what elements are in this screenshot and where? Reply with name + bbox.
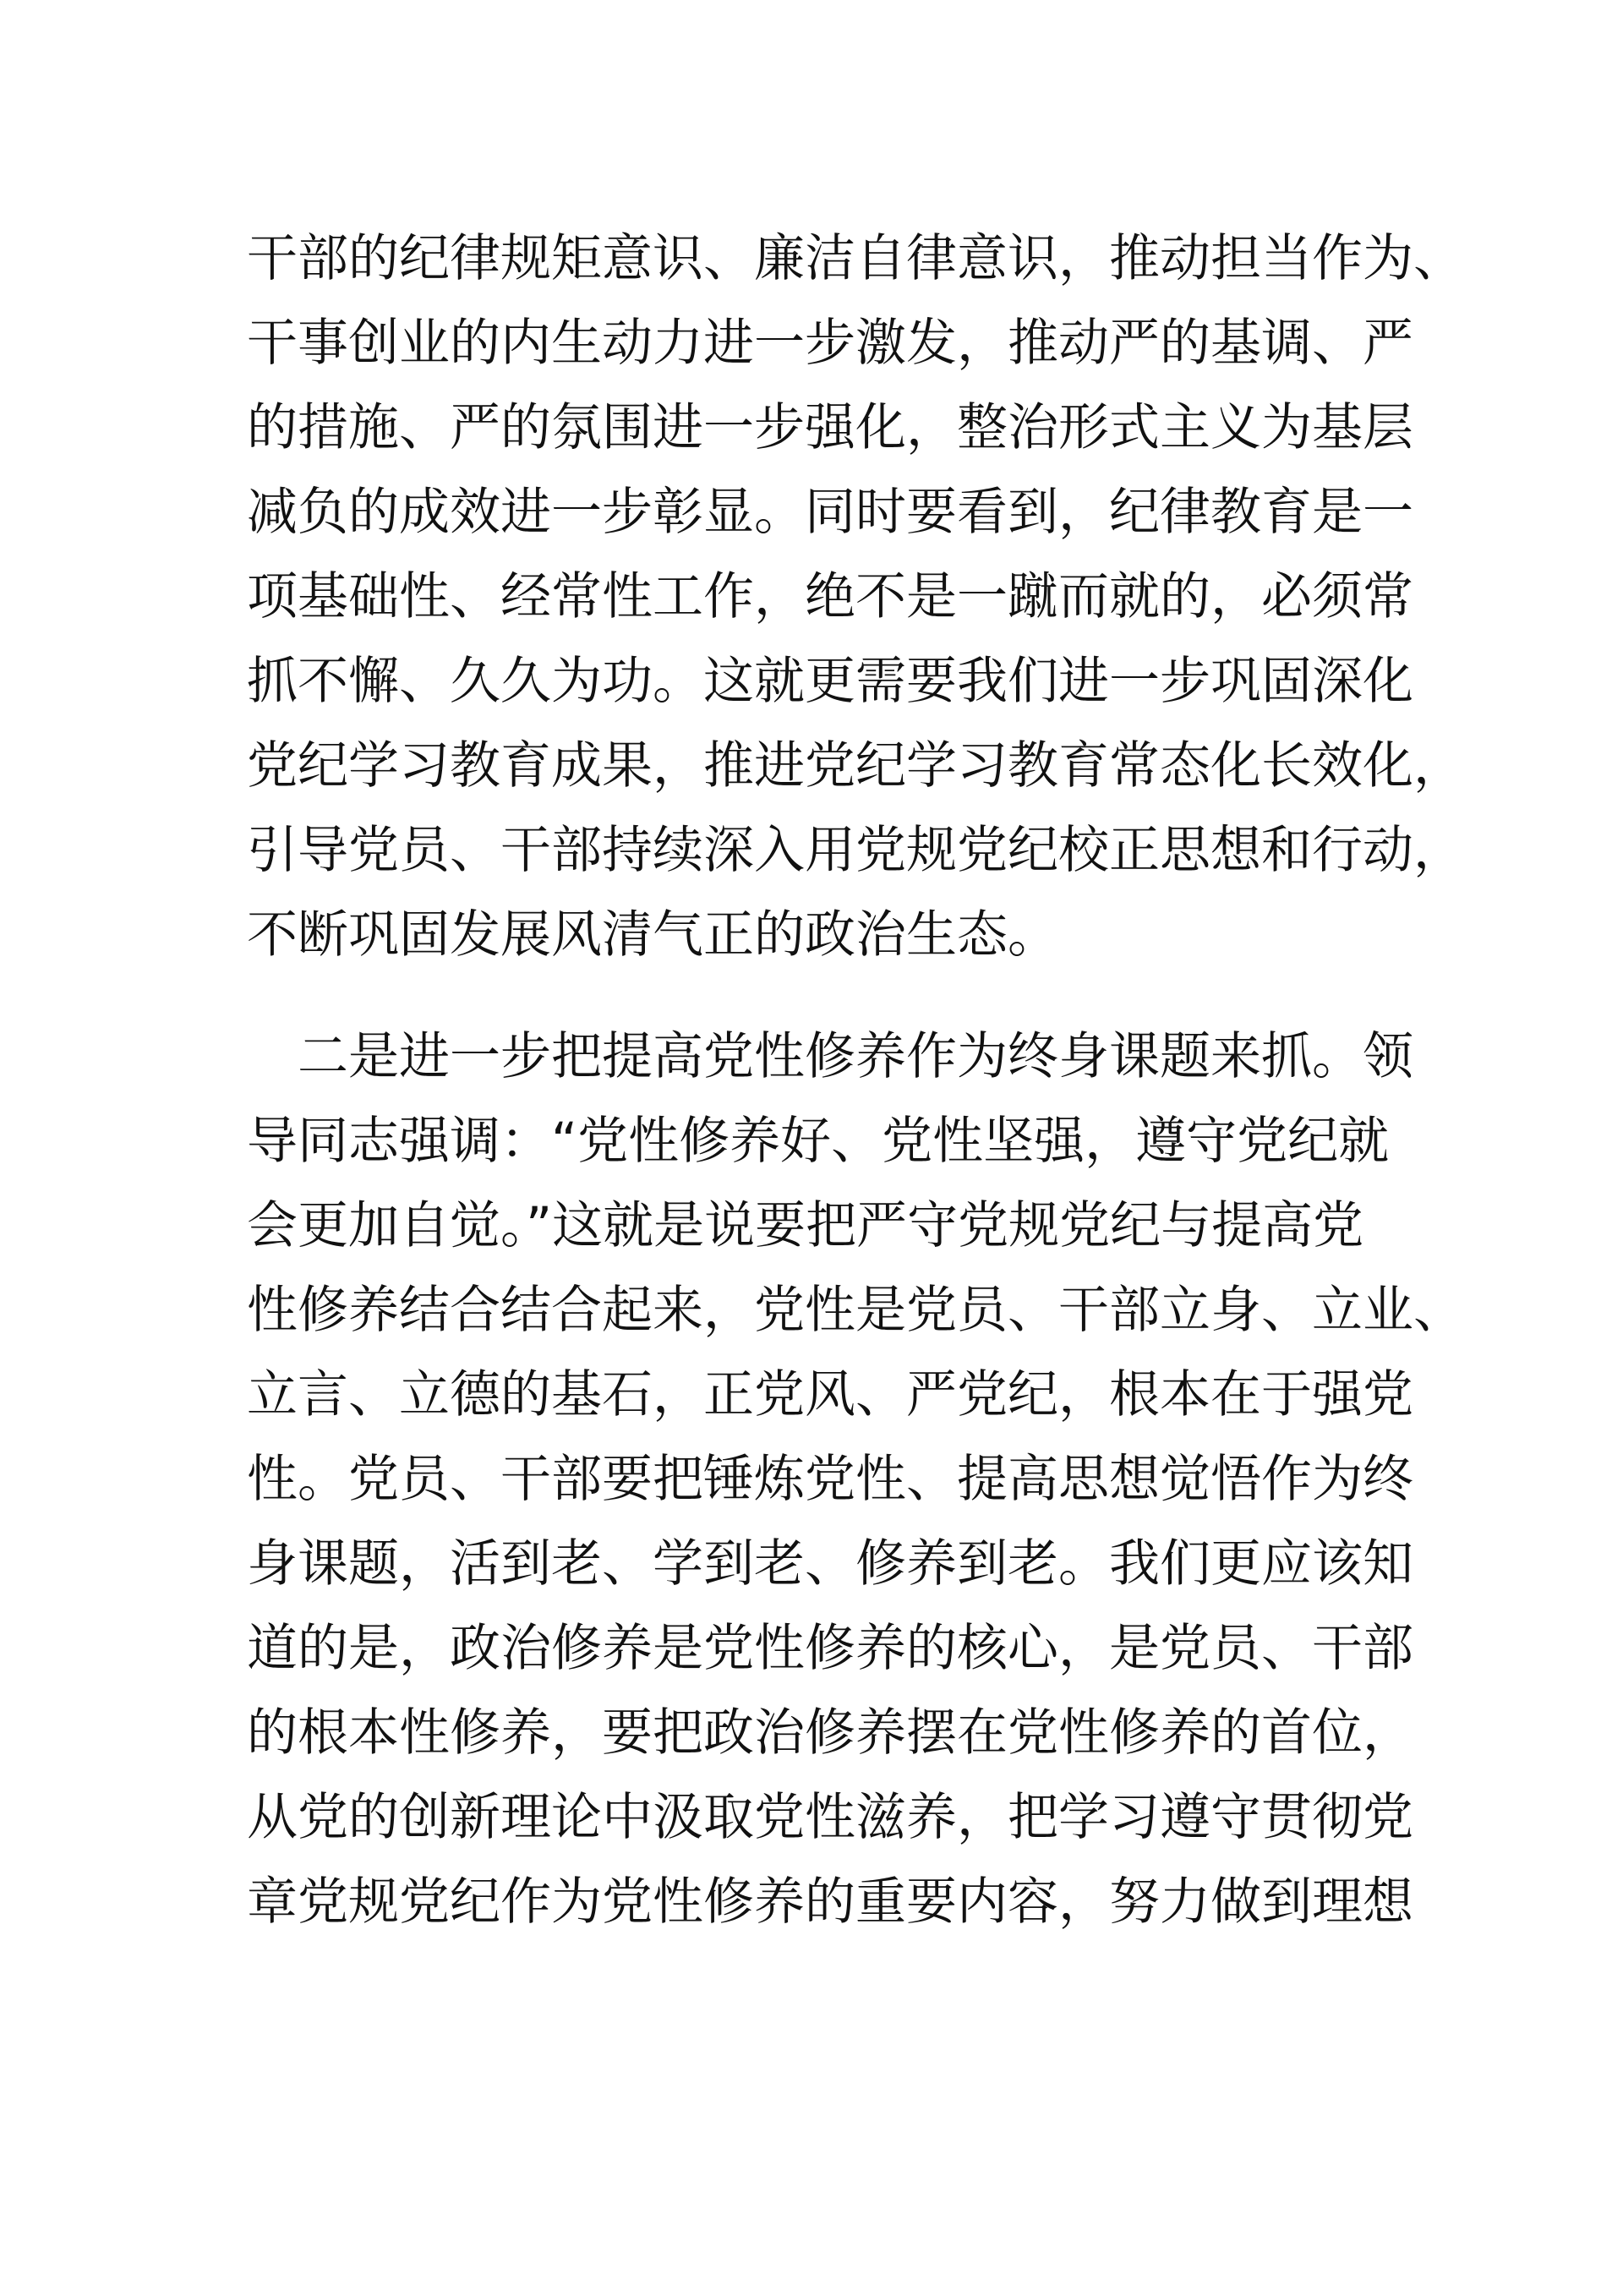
paragraph-line: 身课题，活到老、学到老、修养到老。我们更应该知	[247, 1534, 1413, 1594]
paragraph-line: 道的是，政治修养是党性修养的核心，是党员、干部	[247, 1619, 1413, 1678]
paragraph-line: 的措施、严的氛围进一步强化，整治形式主义为基层	[247, 398, 1413, 457]
paragraph-line: 干部的纪律规矩意识、廉洁自律意识，推动担当作为、	[247, 229, 1464, 288]
paragraph-line: 章党规党纪作为党性修养的重要内容，努力做到理想	[247, 1872, 1413, 1932]
paragraph-line: 减负的成效进一步彰显。同时要看到，纪律教育是一	[247, 483, 1413, 542]
paragraph-line: 立言、立德的基石，正党风、严党纪，根本在于强党	[247, 1365, 1413, 1424]
paragraph-line: 不断巩固发展风清气正的政治生态。	[247, 905, 1058, 965]
paragraph-line: 干事创业的内生动力进一步激发，推动严的基调、严	[247, 314, 1413, 373]
paragraph-line: 二是进一步把提高党性修养作为终身课题来抓。领	[298, 1027, 1413, 1086]
paragraph-line: 性修养结合结合起来，党性是党员、干部立身、立业、	[247, 1281, 1464, 1340]
paragraph-line: 从党的创新理论中汲取党性滋养，把学习遵守贯彻党	[247, 1788, 1413, 1847]
paragraph-line: 的根本性修养，要把政治修养摆在党性修养的首位，	[247, 1703, 1413, 1763]
paragraph-line: 引导党员、干部持续深入用党规党纪校正思想和行动，	[247, 821, 1464, 880]
paragraph-line: 性。党员、干部要把锤炼党性、提高思想觉悟作为终	[247, 1450, 1413, 1509]
paragraph-line: 党纪学习教育成果，推进党纪学习教育常态化长效化，	[247, 736, 1464, 795]
paragraph-line: 项基础性、经常性工作，绝不是一蹴而就的，必须常	[247, 567, 1413, 626]
paragraph-2	[247, 1014, 1464, 1944]
paragraph-line: 会更加自觉。”这就是说要把严守党规党纪与提高党	[247, 1196, 1364, 1255]
paragraph-line: 导同志强调：“党性修养好、党性坚强，遵守党纪就	[247, 1112, 1390, 1171]
paragraph-1	[247, 216, 1464, 977]
paragraph-line: 抓不懈、久久为功。这就更需要我们进一步巩固深化	[247, 652, 1413, 711]
